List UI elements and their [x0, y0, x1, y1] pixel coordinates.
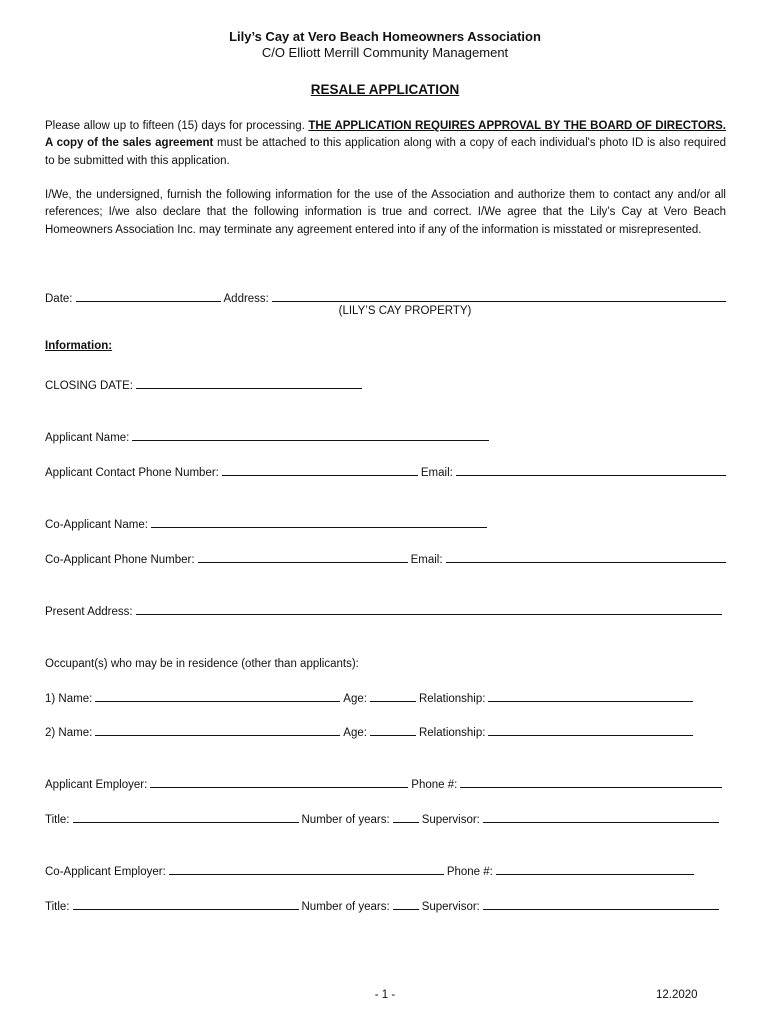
- sales-agreement-notice: A copy of the sales agreement: [45, 137, 214, 150]
- applicant-supervisor-field[interactable]: [483, 821, 719, 823]
- coapplicant-years-label: Number of years:: [301, 901, 390, 913]
- date-field[interactable]: [76, 300, 221, 302]
- applicant-employer-phone-field[interactable]: [460, 786, 722, 788]
- applicant-years-label: Number of years:: [301, 814, 390, 826]
- applicant-employer-field[interactable]: [150, 786, 408, 788]
- coapplicant-title-label: Title:: [45, 901, 70, 913]
- coapplicant-phone-field[interactable]: [198, 561, 408, 563]
- board-approval-notice: THE APPLICATION REQUIRES APPROVAL BY THE BOARD OF DIRECTORS.: [308, 120, 726, 132]
- date-label: Date:: [45, 293, 73, 305]
- occupant-1-row: [45, 687, 726, 705]
- applicant-title-label: Title:: [45, 814, 70, 826]
- coapplicant-email-label: Email:: [410, 554, 443, 566]
- applicant-employer-row: [45, 773, 726, 791]
- applicant-employer-phone-label: Phone #:: [411, 779, 458, 791]
- occupant-2-age-field[interactable]: [370, 734, 416, 736]
- occupant-2-relationship-field[interactable]: [488, 734, 693, 736]
- occupant-1-relationship-field[interactable]: [488, 700, 693, 702]
- coapplicant-phone-row: [45, 548, 726, 566]
- date-address-row: [45, 287, 726, 305]
- intro-text-cont: must be attached to this application along with a copy of each individual's photo ID is also required to be submitted with this application.: [45, 137, 726, 167]
- coapplicant-employer-label: Co-Applicant Employer:: [45, 866, 166, 878]
- occupants-label: Occupant(s) who may be in residence (other than applicants):: [45, 658, 359, 670]
- applicant-title-field[interactable]: [73, 821, 299, 823]
- intro-text: Please allow up to fifteen (15) days for processing.: [45, 120, 309, 132]
- coapplicant-name-field[interactable]: [151, 526, 487, 528]
- intro-paragraph: [45, 118, 726, 170]
- applicant-email-label: Email:: [420, 467, 453, 479]
- occupant-2-row: [45, 721, 726, 739]
- coapplicant-supervisor-label: Supervisor:: [421, 901, 480, 913]
- association-name: Lily’s Cay at Vero Beach Homeowners Association: [229, 29, 541, 44]
- applicant-phone-field[interactable]: [222, 474, 418, 476]
- applicant-years-field[interactable]: [393, 821, 419, 823]
- applicant-name-field[interactable]: [132, 439, 489, 441]
- information-heading: Information:: [45, 340, 113, 352]
- applicant-supervisor-label: Supervisor:: [421, 814, 480, 826]
- address-note: (LILY’S CAY PROPERTY): [338, 305, 472, 317]
- occupant-1-age-label: Age:: [343, 693, 367, 705]
- present-address-label: Present Address:: [45, 606, 133, 618]
- closing-date-label: CLOSING DATE:: [45, 380, 133, 392]
- coapplicant-employer-field[interactable]: [169, 873, 444, 875]
- page-title: RESALE APPLICATION: [310, 82, 460, 97]
- applicant-phone-label: Applicant Contact Phone Number:: [45, 467, 219, 479]
- page-number: - 1 -: [374, 989, 396, 1001]
- present-address-field[interactable]: [136, 613, 722, 615]
- coapplicant-title-field[interactable]: [73, 908, 299, 910]
- coapplicant-employer-phone-label: Phone #:: [446, 866, 493, 878]
- coapplicant-supervisor-field[interactable]: [483, 908, 719, 910]
- occupant-2-name-field[interactable]: [95, 734, 340, 736]
- address-field[interactable]: [272, 300, 726, 302]
- occupant-1-name-field[interactable]: [95, 700, 340, 702]
- occupant-1-name-label: 1) Name:: [45, 693, 93, 705]
- coapplicant-employer-phone-field[interactable]: [496, 873, 694, 875]
- occupant-2-age-label: Age:: [343, 727, 367, 739]
- applicant-name-label: Applicant Name:: [45, 432, 130, 444]
- occupant-1-relationship-label: Relationship:: [418, 693, 486, 705]
- occupants-row: [45, 652, 726, 670]
- present-address-row: [45, 600, 726, 618]
- form-version: 12.2020: [656, 989, 698, 1001]
- authorization-paragraph: I/We, the undersigned, furnish the following information for the use of the Association and authorize them to contact any and/or all references; I/we also declare that the following information is true and correct. I/We agree that the Lily’s Cay at Vero Beach Homeowners Association Inc. may terminate any agreement entered into if any of the information is misstated or misrepresented.: [45, 189, 726, 236]
- applicant-email-field[interactable]: [456, 474, 726, 476]
- occupant-1-age-field[interactable]: [370, 700, 416, 702]
- coapplicant-employer-row: [45, 860, 726, 878]
- closing-date-field[interactable]: [136, 387, 362, 389]
- coapplicant-name-label: Co-Applicant Name:: [45, 519, 148, 531]
- applicant-name-row: [45, 426, 726, 444]
- coapplicant-email-field[interactable]: [446, 561, 726, 563]
- occupant-2-name-label: 2) Name:: [45, 727, 93, 739]
- applicant-employer-label: Applicant Employer:: [45, 779, 148, 791]
- closing-date-row: [45, 374, 726, 392]
- coapplicant-years-field[interactable]: [393, 908, 419, 910]
- coapplicant-phone-label: Co-Applicant Phone Number:: [45, 554, 195, 566]
- coapplicant-name-row: [45, 513, 726, 531]
- address-label: Address:: [223, 293, 269, 305]
- coapplicant-title-row: [45, 895, 726, 913]
- applicant-title-row: [45, 808, 726, 826]
- management-company: C/O Elliott Merrill Community Management: [261, 45, 509, 60]
- applicant-phone-row: [45, 461, 726, 479]
- occupant-2-relationship-label: Relationship:: [418, 727, 486, 739]
